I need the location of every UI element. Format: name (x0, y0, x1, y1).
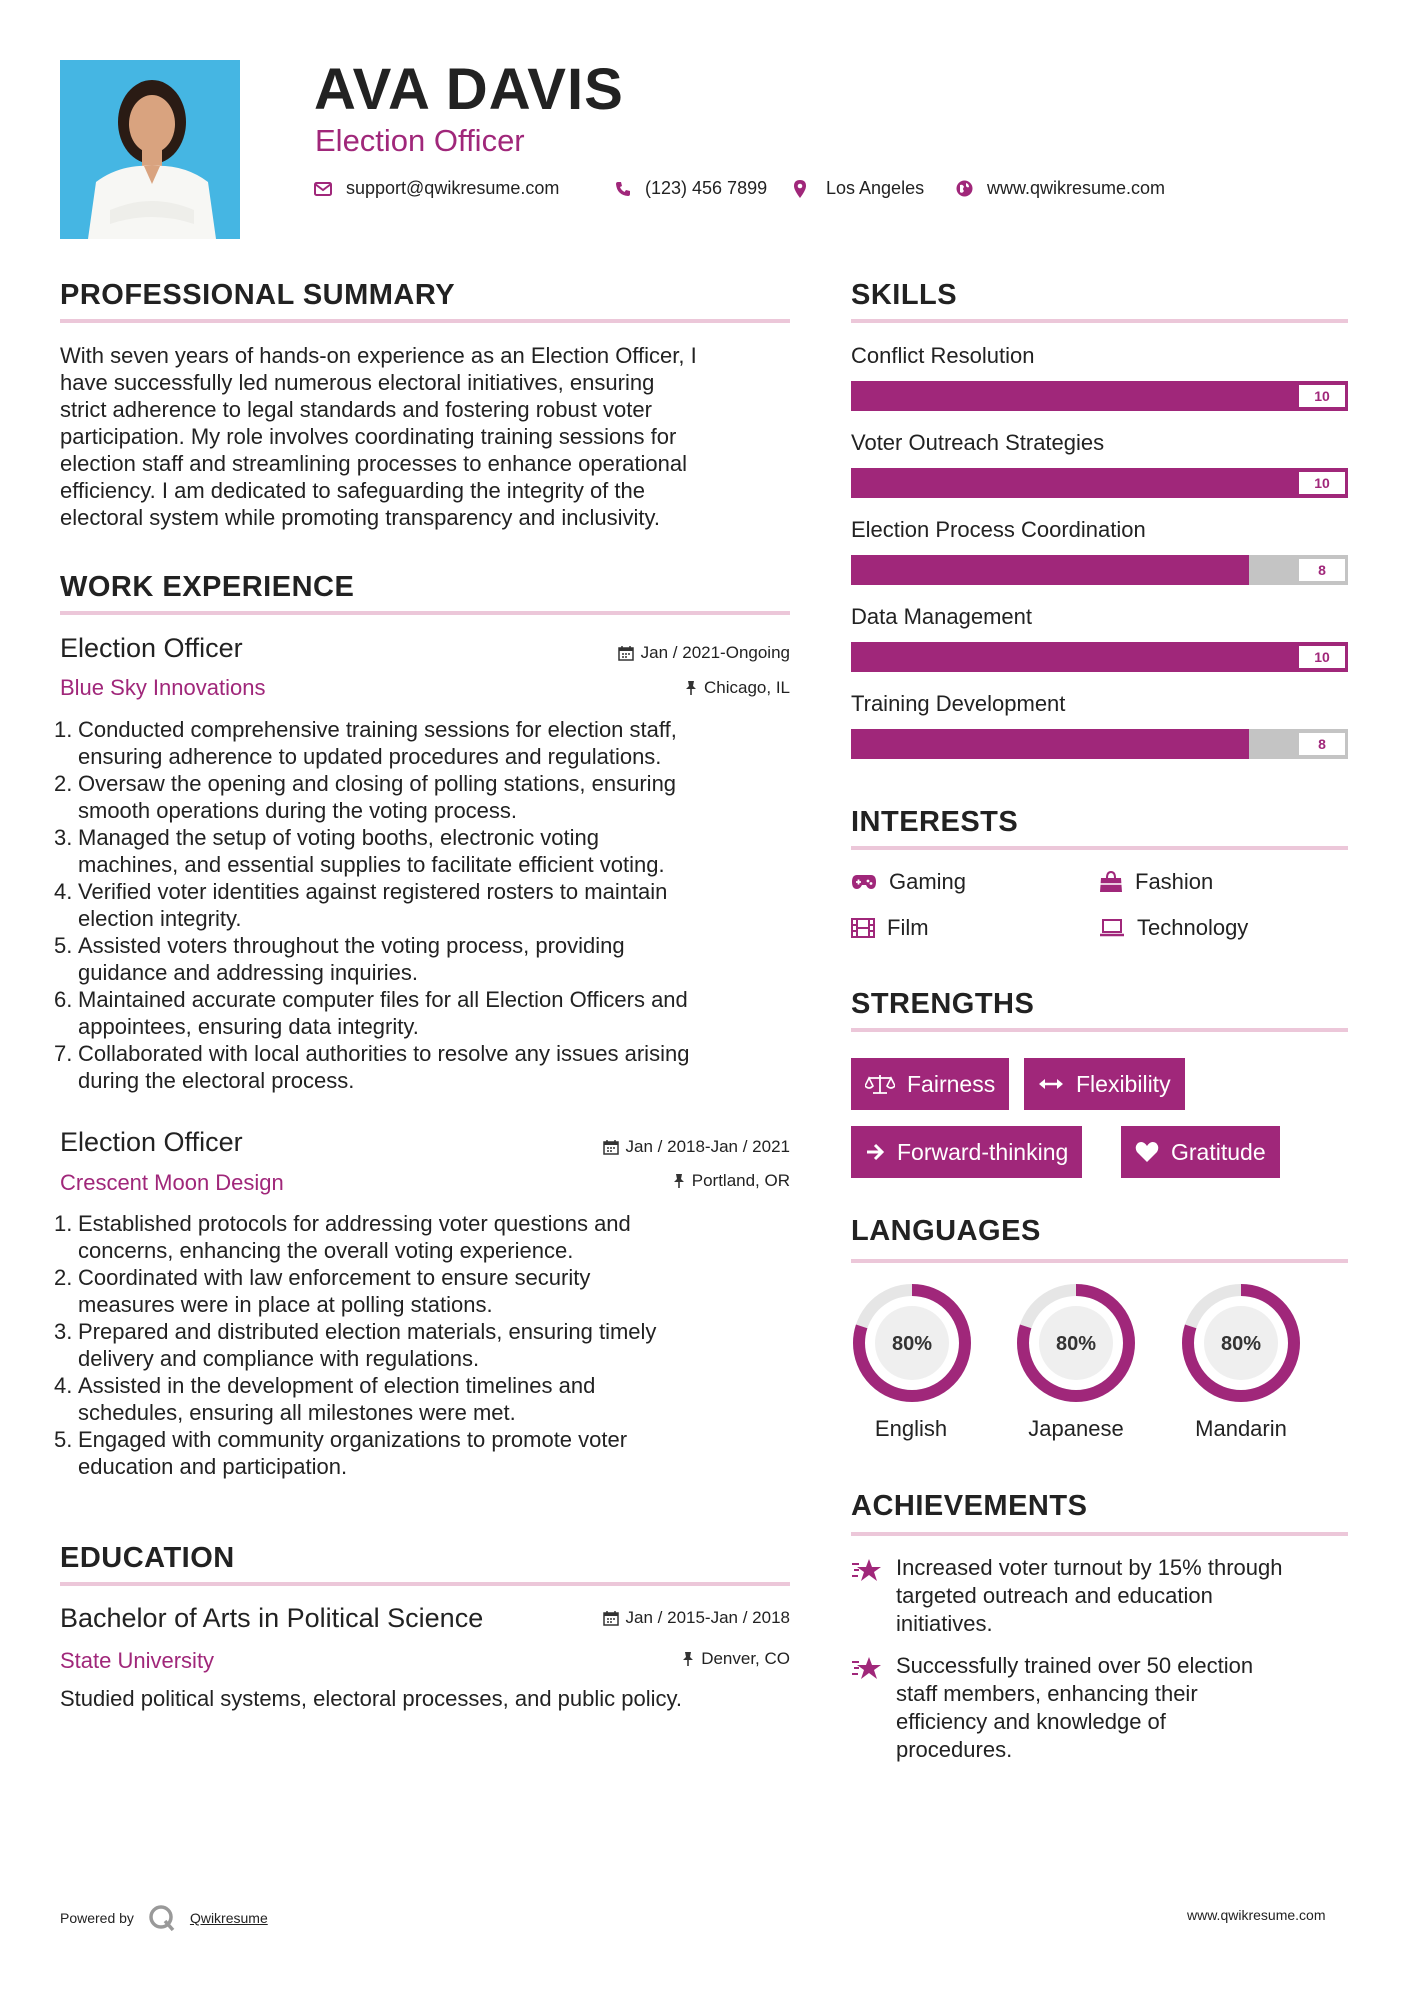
star-icon (851, 1656, 883, 1682)
skill-name: Training Development (851, 691, 1066, 716)
shopping-bag-icon (1099, 871, 1123, 893)
gamepad-icon (851, 874, 877, 890)
achievement-text: Successfully trained over 50 election staff members, enhancing their efficiency and knowledge of procedures. (896, 1653, 1254, 1762)
skill-bar (851, 642, 1348, 672)
strength-label: Fairness (907, 1070, 996, 1097)
language-name: Mandarin (1195, 1416, 1287, 1441)
language-gauge (1176, 1278, 1306, 1408)
contact-email[interactable] (314, 178, 559, 199)
summary-line: With seven years of hands-on experience as an Election Officer, I (60, 343, 697, 368)
pushpin-icon (685, 680, 697, 696)
list-item: 1. Established protocols for addressing voter questions and concerns, enhancing the overall voting experience. (54, 1211, 631, 1263)
interests-heading: INTERESTS (851, 806, 1019, 838)
summary-text (60, 342, 800, 531)
interest-item (851, 869, 966, 895)
list-item: 4. Verified voter identities against registered rosters to maintain election integrity. (54, 879, 668, 931)
contact-location (794, 178, 924, 199)
list-item: 5. Engaged with community organizations to promote voter education and participation. (54, 1427, 628, 1479)
balance-scale-icon (865, 1073, 895, 1095)
degree-title: Bachelor of Arts in Political Science (60, 1603, 484, 1633)
strength-tag (1024, 1058, 1185, 1110)
profile-photo (60, 60, 240, 239)
job-location (490, 1171, 790, 1191)
skill-bar (851, 729, 1348, 759)
calendar-icon (618, 645, 634, 661)
achievement-text: Increased voter turnout by 15% through targeted outreach and education initiatives. (896, 1555, 1283, 1636)
candidate-name: AVA DAVIS (314, 57, 624, 122)
footer-powered-by (60, 1904, 268, 1932)
section-divider (851, 1259, 1348, 1263)
section-divider (851, 319, 1348, 323)
film-icon (851, 918, 875, 938)
job-dates-text: Jan / 2021-Ongoing (640, 643, 790, 662)
location-text: Los Angeles (826, 178, 925, 198)
heart-icon (1135, 1141, 1159, 1163)
job-title: Election Officer (60, 633, 243, 663)
laptop-icon (1099, 919, 1125, 937)
strength-tag (1121, 1126, 1280, 1178)
interest-label: Fashion (1135, 869, 1214, 894)
gauge-percent-label: 80% (1220, 1333, 1262, 1355)
section-divider (60, 1582, 790, 1586)
summary-line: efficiency. I am dedicated to safeguarding the integrity of the (60, 478, 645, 503)
summary-line: participation. My role involves coordinating training sessions for (60, 424, 677, 449)
phone-text: (123) 456 7899 (645, 178, 768, 198)
language-name: English (874, 1416, 948, 1441)
skill-bar-fill (851, 381, 1348, 411)
skill-bar (851, 468, 1348, 498)
achievements-heading: ACHIEVEMENTS (851, 1490, 1088, 1522)
skill-level-badge: 10 (1299, 385, 1345, 407)
job-dates (490, 1137, 790, 1157)
list-item: 1. Conducted comprehensive training sessions for election staff, ensuring adherence to updated procedures and regulations. (54, 717, 677, 769)
interest-label: Technology (1137, 915, 1249, 940)
skill-level-badge: 8 (1299, 559, 1345, 581)
list-item: 3. Managed the setup of voting booths, electronic voting machines, and essential supplies to facilitate efficient voting. (54, 825, 665, 877)
interest-label: Gaming (889, 869, 967, 894)
interest-label: Film (887, 915, 929, 940)
education-location (490, 1649, 790, 1669)
footer-website[interactable]: www.qwikresume.com (1187, 1907, 1326, 1923)
job-dates-text: Jan / 2018-Jan / 2021 (625, 1137, 790, 1156)
list-item: 2. Oversaw the opening and closing of polling stations, ensuring smooth operations during the voting process. (54, 771, 677, 823)
achievement-item (851, 1656, 883, 1687)
summary-heading: PROFESSIONAL SUMMARY (60, 279, 456, 311)
email-text: support@qwikresume.com (346, 178, 560, 198)
interest-item (1099, 869, 1213, 895)
list-item: 6. Maintained accurate computer files for all Election Officers and appointees, ensuring data integrity. (54, 987, 688, 1039)
education-heading: EDUCATION (60, 1542, 235, 1574)
job-company: Crescent Moon Design (60, 1170, 284, 1195)
job-location-text: Chicago, IL (704, 678, 790, 697)
skill-bar-fill (851, 642, 1348, 672)
interest-item (1099, 915, 1248, 941)
school-name: State University (60, 1648, 215, 1673)
education-location-text: Denver, CO (701, 1649, 790, 1668)
brand-link[interactable]: Qwikresume (189, 1910, 268, 1926)
list-item: 5. Assisted voters throughout the voting process, providing guidance and addressing inquiries. (54, 933, 625, 985)
education-dates-text: Jan / 2015-Jan / 2018 (625, 1608, 790, 1627)
summary-line: electoral system while promoting transparency and inclusivity. (60, 505, 660, 530)
candidate-role: Election Officer (315, 123, 525, 158)
skill-bar (851, 555, 1348, 585)
section-divider (60, 611, 790, 615)
section-divider (851, 846, 1348, 850)
contact-phone[interactable] (615, 178, 767, 199)
globe-icon (956, 180, 973, 197)
strength-tag (851, 1126, 1082, 1178)
job-company: Blue Sky Innovations (60, 675, 266, 700)
calendar-icon (603, 1610, 619, 1626)
job-location (490, 678, 790, 698)
achievement-item (851, 1558, 883, 1589)
list-item: 4. Assisted in the development of election timelines and schedules, ensuring all milestones were met. (54, 1373, 596, 1425)
calendar-icon (603, 1139, 619, 1155)
qwikresume-logo-icon (148, 1904, 176, 1932)
interest-item (851, 915, 929, 941)
summary-line: have successfully led numerous electoral initiatives, ensuring (60, 370, 655, 395)
education-dates (490, 1608, 790, 1628)
skills-heading: SKILLS (851, 279, 958, 311)
job-bullets (54, 716, 800, 1094)
summary-line: election staff and streamlining processes to enhance operational (60, 451, 687, 476)
website-text: www.qwikresume.com (987, 178, 1166, 198)
skill-bar-fill (851, 555, 1249, 585)
job-location-text: Portland, OR (691, 1171, 790, 1190)
skill-name: Voter Outreach Strategies (851, 430, 1105, 455)
skill-name: Election Process Coordination (851, 517, 1146, 542)
envelope-icon (314, 182, 332, 196)
arrow-right-icon (865, 1142, 885, 1162)
section-divider (851, 1532, 1348, 1536)
section-divider (851, 1028, 1348, 1032)
work-heading: WORK EXPERIENCE (60, 571, 355, 603)
strengths-heading: STRENGTHS (851, 988, 1035, 1020)
gauge-percent-label: 80% (891, 1333, 933, 1355)
skill-bar (851, 381, 1348, 411)
job-dates (490, 643, 790, 663)
job-bullets (54, 1210, 800, 1480)
arrows-horizontal-icon (1038, 1077, 1064, 1091)
skill-name: Conflict Resolution (851, 343, 1035, 368)
map-marker-icon (794, 180, 806, 198)
pushpin-icon (682, 1651, 694, 1667)
language-gauge (1011, 1278, 1141, 1408)
skill-level-badge: 10 (1299, 472, 1345, 494)
skill-bar-fill (851, 468, 1348, 498)
list-item: 7. Collaborated with local authorities to resolve any issues arising during the electoral process. (54, 1041, 690, 1093)
star-icon (851, 1558, 883, 1584)
strength-tag (851, 1058, 1009, 1110)
strength-label: Forward-thinking (897, 1138, 1069, 1165)
pushpin-icon (673, 1173, 685, 1189)
powered-by-text: Powered by (60, 1910, 134, 1926)
contact-website[interactable] (956, 178, 1165, 199)
strength-label: Flexibility (1076, 1070, 1171, 1097)
education-description: Studied political systems, electoral processes, and public policy. (60, 1686, 683, 1711)
skill-level-badge: 8 (1299, 733, 1345, 755)
language-name: Japanese (1028, 1416, 1124, 1441)
list-item: 3. Prepared and distributed election materials, ensuring timely delivery and compliance with regulations. (54, 1319, 657, 1371)
job-title: Election Officer (60, 1127, 243, 1157)
summary-line: strict adherence to legal standards and fostering robust voter (60, 397, 652, 422)
strength-label: Gratitude (1171, 1138, 1266, 1165)
languages-heading: LANGUAGES (851, 1215, 1041, 1247)
phone-icon (615, 181, 631, 197)
list-item: 2. Coordinated with law enforcement to ensure security measures were in place at polling stations. (54, 1265, 591, 1317)
gauge-percent-label: 80% (1055, 1333, 1097, 1355)
skill-name: Data Management (851, 604, 1032, 629)
skill-level-badge: 10 (1299, 646, 1345, 668)
section-divider (60, 319, 790, 323)
skill-bar-fill (851, 729, 1249, 759)
language-gauge (847, 1278, 977, 1408)
